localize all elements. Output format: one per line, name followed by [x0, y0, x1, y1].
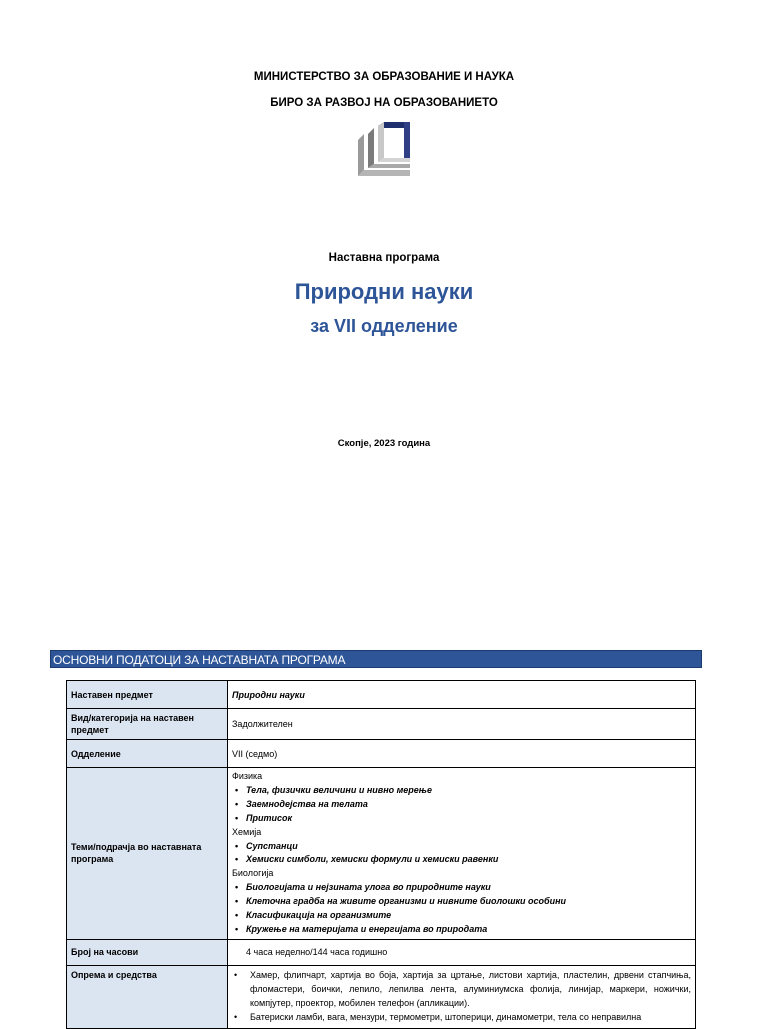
subject-label: Наставен предмет [67, 681, 228, 709]
table-row [67, 681, 696, 709]
list-item: • Супстанци [232, 840, 691, 854]
grade-value: VII (седмо) [228, 740, 696, 768]
table-row [67, 709, 696, 740]
ministry-name: МИНИСТЕРСТВО ЗА ОБРАЗОВАНИЕ И НАУКА [253, 71, 515, 83]
equipment-value [228, 965, 696, 1028]
list-item: • Класификација на организмите [232, 909, 691, 923]
list-item: • Заемнодејства на телата [232, 798, 691, 812]
subject-value: Природни науки [228, 681, 696, 709]
list-item: • Хамер, флипчарт, хартија во боја, хартија за цртање, листови хартија, пластелин, дрвени стапчиња, фломастери, боички, лепило, лепилва лента, алуминиумска фолија, линијар, маркери, ножички, компјутер, проектор, мобилен телефон (апликации). [232, 969, 691, 1011]
list-item: • Клеточна градба на живите организми и нивните биолошки особини [232, 895, 691, 909]
grade-label: Одделение [67, 740, 228, 768]
category-value: Задолжителен [228, 709, 696, 740]
table-row [67, 965, 696, 1028]
topics-value [228, 768, 696, 940]
list-item: • Кружење на материјата и енергијата во природата [232, 923, 691, 937]
topic-area: Хемија [232, 826, 262, 837]
category-label: Вид/категорија на наставен предмет [67, 709, 228, 740]
topic-area: Физика [232, 771, 263, 781]
list-item: • Батериски ламби, вага, мензури, термометри, штоперици, динамометри, тела со неправилна [232, 1011, 691, 1025]
topic-list [232, 840, 691, 868]
document-grade: за VII одделение [310, 316, 458, 336]
topic-area: Биологија [232, 868, 274, 879]
section-heading: ОСНОВНИ ПОДАТОЦИ ЗА НАСТАВНАТА ПРОГРАМА [50, 650, 702, 668]
table-row [67, 768, 696, 940]
table-row [67, 740, 696, 768]
topic-list [232, 881, 691, 937]
hours-value: 4 часа неделно/144 часа годишно [228, 939, 696, 965]
equipment-label: Опрема и средства [67, 965, 228, 1028]
bureau-name: БИРО ЗА РАЗВОЈ НА ОБРАЗОВАНИЕТО [270, 97, 498, 109]
document-title: Природни науки [294, 279, 474, 304]
hours-label: Број на часови [67, 939, 228, 965]
document-type: Наставна програма [328, 252, 440, 264]
basic-info-table [66, 680, 696, 1029]
bureau-logo-icon [356, 120, 412, 178]
list-item: • Притисок [232, 812, 691, 826]
list-item: • Биологијата и нејзината улога во природните науки [232, 881, 691, 895]
equipment-list [232, 969, 691, 1025]
topic-list [232, 784, 691, 826]
list-item: • Тела, физички величини и нивно мерење [232, 784, 691, 798]
place-year: Скопје, 2023 година [337, 438, 431, 449]
topics-label: Теми/подрачја во наставната програма [67, 768, 228, 940]
table-row [67, 939, 696, 965]
list-item: • Хемиски симболи, хемиски формули и хемиски равенки [232, 853, 691, 867]
